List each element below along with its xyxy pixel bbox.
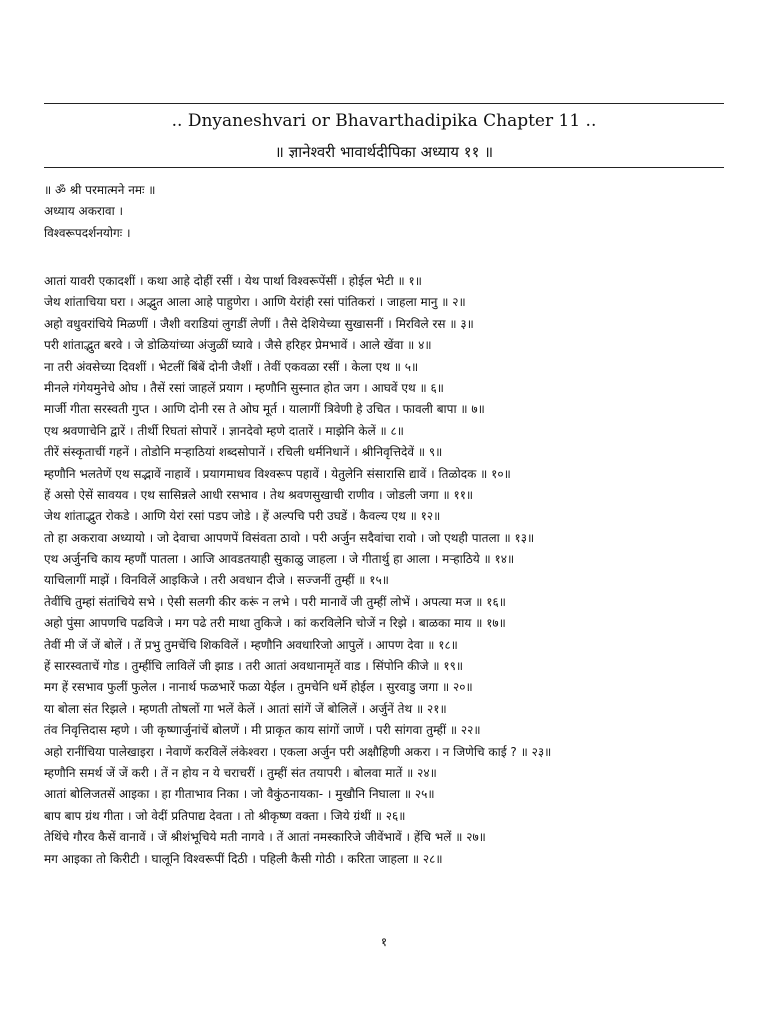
chapter-subtitle: विश्वरूपदर्शनयोगः । [44,225,131,240]
page-number: १ [380,935,388,949]
verse-line: मग हें रसभाव फुलीं फुलेल । नानार्थ फळभारें फळा येईल । तुमचेनि धर्मे होईल । सुरवाडु जगा ॥ २०॥ [44,680,473,695]
verse-line: एथ अर्जुनचि काय म्हणौं पातला । आजि आवडतयाही सुकाळु जाहला । जे गीतार्थु हा आला । मऱ्हाठिये ॥ १४॥ [44,552,515,567]
verse-line: जेथ शांताद्भुत रोकडे । आणि येरां रसां पडप जोडे । हें अल्पचि परी उघडें । कैवल्य एथ ॥ १२॥ [44,509,441,524]
invocation-block [44,180,724,244]
verse-line: मग आइका तो किरीटी । घालूनि विश्वरूपीं दिठी । पहिली कैसी गोठी । करिता जाहला ॥ २८॥ [44,851,443,866]
verse-line: तो हा अकरावा अध्यायो । जो देवाचा आपणपें विसंवता ठावो । परी अर्जुन सदैवांचा रावो । जो एथही पातला ॥ १३॥ [44,530,535,545]
title-marathi: ॥ ज्ञानेश्वरी भावार्थदीपिका अध्याय ११ ॥ [274,143,494,161]
verse-line: आतां बोलिजतसें आइका । हा गीताभाव निका । जो वैकुंठनायका- । मुखौनि निघाला ॥ २५॥ [44,787,435,802]
verse-line: या बोला संत रिझले । म्हणती तोषलों गा भलें केलें । आतां सांगें जें बोलिलें । अर्जुनें तेथ ॥ २१॥ [44,701,447,716]
invocation-line: ॥ ॐ श्री परमात्मने नमः ॥ [44,183,156,197]
verse-line: म्हणौनि भलतेणें एथ सद्भावें नाहावें । प्रयागमाधव विश्वरूप पहावें । येतुलेनि संसारासि द्यावें । तिळोदक ॥ १०॥ [44,466,511,481]
verse-line: मार्जी गीता सरस्वती गुप्त । आणि दोनी रस ते ओघ मूर्त । यालागीं त्रिवेणी हे उचित । फावली बापा ॥ ७॥ [44,402,485,417]
verse-line: अहो पुंसा आपणचि पढविजे । मग पढे तरी माथा तुकिजे । कां करविलेनि चोजें न रिझे । बाळका माय ॥ १७॥ [44,616,506,631]
verse-line: तीरें संस्कृताचीं गहनें । तोडोनि मऱ्हाठियां शब्दसोपानें । रचिली धर्मनिधानें । श्रीनिवृत्तिदेवें ॥ ९॥ [44,445,443,460]
verse-line: मीनले गंगेयमुनेचे ओघ । तैसें रसां जाहलें प्रयाग । म्हणौनि सुस्नात होत जग । आघवें एथ ॥ ६॥ [44,380,444,395]
bottom-rule [44,167,724,168]
verse-line: हें असो ऐसें सावयव । एथ सासिन्नले आधी रसभाव । तेथ श्रवणसुखाची राणीव । जोडली जगा ॥ ११॥ [44,487,474,502]
verse-line: परी शांताद्भुत बरवे । जे डोळियांच्या अंजुळीं घ्यावे । जैसे हरिहर प्रेमभावें । आले खेंवा ॥ ४॥ [44,338,432,353]
verse-line: म्हणौनि समर्थ जें जें करी । तें न होय न ये चराचरीं । तुम्हीं संत तयापरी । बोलवा मातें ॥ २४॥ [44,765,437,780]
verse-line: हें सारस्वताचें गोड । तुम्हींचि लाविलें जी झाड । तरी आतां अवधानामृतें वाड । सिंपोनि कीजे ॥ १९॥ [44,659,464,674]
top-rule [44,103,724,104]
verse-line: आतां यावरी एकादशीं । कथा आहे दोहीं रसीं । येथ पार्था विश्वरूपेंसीं । होईल भेटी ॥ १॥ [44,274,422,288]
chapter-label: अध्याय अकरावा । [44,204,124,219]
verse-line: अहो रानींचिया पालेखाइरा । नेवाणें करविलें लंकेश्वरा । एकला अर्जुन परी अक्षौहिणी अकरा । न जिणेचि काई ? ॥ २३॥ [44,744,552,759]
verse-line: जेथ शांताचिया घरा । अद्भुत आला आहे पाहुणेरा । आणि येरांही रसां पांतिकरां । जाहला मानु ॥ २॥ [44,295,466,310]
title-english: .. Dnyaneshvari or Bhavarthadipika Chapter 11 .. [171,111,597,131]
verse-line: अहो वधुवरांचिये मिळणीं । जैशी वराडियां लुगडीं लेणीं । तैसे देशियेच्या सुखासनीं । मिरविले रस ॥ ३॥ [44,316,474,331]
verse-line: ना तरी अंवसेच्या दिवशीं । भेटलीं बिंबें दोनी जैशीं । तेवीं एकवळा रसीं । केला एथ ॥ ५॥ [44,359,419,374]
verse-line: बाप बाप ग्रंथ गीता । जो वेदीं प्रतिपाद्य देवता । तो श्रीकृष्ण वक्ता । जिये ग्रंथीं ॥ २६॥ [44,808,406,823]
verse-list [44,271,724,870]
verse-line: तेथिंचे गौरव कैसें वानावें । जें श्रीशंभूचिये मती नागवे । तें आतां नमस्कारिजे जीवेंभावें । हेंचि भलें ॥ २७॥ [44,830,486,845]
verse-line: तंव निवृत्तिदास म्हणे । जी कृष्णार्जुनांचें बोलणें । मी प्राकृत काय सांगों जाणें । परी सांगवा तुम्हीं ॥ २२॥ [44,723,481,738]
verse-line: तेवींचि तुम्हां संतांचिये सभे । ऐसी सलगी कीर करूं न लभे । परी मानावें जी तुम्हीं लोभें । अपत्या मज ॥ १६॥ [44,594,506,609]
verse-line: याचिलागीं माझें । विनविलें आइकिजे । तरी अवधान दीजे । सज्जनीं तुम्हीं ॥ १५॥ [44,573,389,588]
verse-line: एथ श्रवणाचेनि द्वारें । तीर्थी रिघतां सोपारें । ज्ञानदेवो म्हणे दातारें । माझेनि केलें ॥ ८॥ [44,423,404,438]
document-page [44,0,724,1024]
verse-line: तेवीं मी जें जें बोलें । तें प्रभु तुमचेंचि शिकविलें । म्हणौनि अवधारिजो आपुलें । आपण देवा ॥ १८॥ [44,637,458,652]
